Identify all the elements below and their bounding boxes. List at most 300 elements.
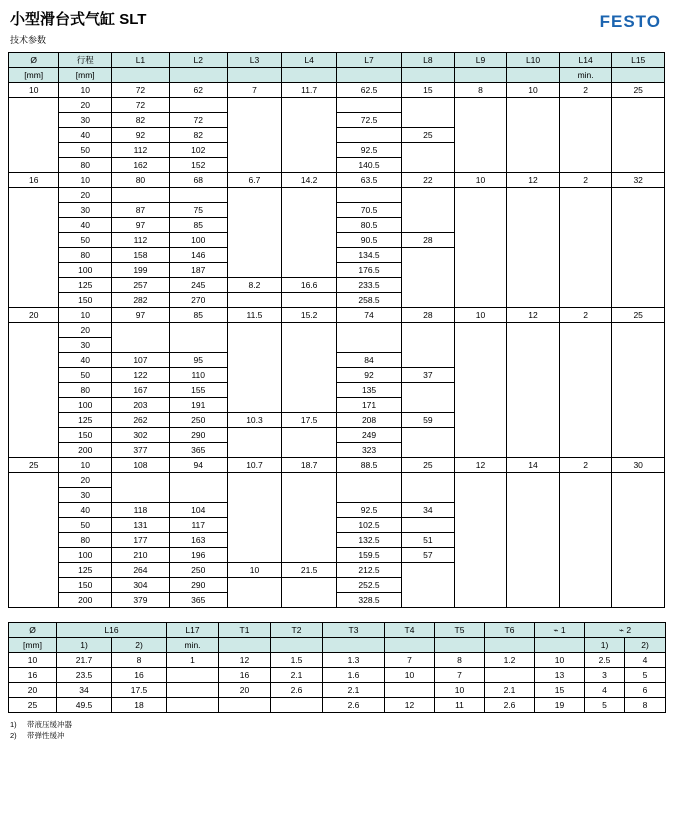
cell-l16-1: 21.7	[57, 653, 112, 668]
cell-l3	[227, 293, 282, 308]
cell-diameter	[9, 473, 59, 488]
cell-c2-1: 4	[585, 683, 625, 698]
page-title-cn: 小型滑台式气缸	[10, 11, 116, 28]
cell-stroke: 150	[59, 293, 112, 308]
cell-l4	[282, 158, 337, 173]
cell-l7	[336, 473, 401, 488]
cell-l8	[402, 398, 455, 413]
dimensions-table-1	[8, 52, 665, 608]
cell-l4	[282, 323, 337, 338]
cell-l3: 10.7	[227, 458, 282, 473]
cell-t1: 12	[219, 653, 271, 668]
cell-l3: 8.2	[227, 278, 282, 293]
cell-l10: 12	[507, 308, 560, 323]
cell-stroke: 150	[59, 578, 112, 593]
cell-l15: 25	[612, 308, 665, 323]
festo-logo: FESTO	[599, 12, 661, 31]
th2-t2: T2	[271, 623, 323, 638]
cell-diameter	[9, 563, 59, 578]
cell-l1: 131	[112, 518, 170, 533]
cell-l1: 82	[112, 113, 170, 128]
cell-l2: 365	[169, 593, 227, 608]
cell-l8	[402, 578, 455, 593]
th2-t6-unit	[485, 638, 535, 653]
cell-l8: 37	[402, 368, 455, 383]
th2-t6: T6	[485, 623, 535, 638]
cell-diameter	[9, 368, 59, 383]
cell-l7: 258.5	[336, 293, 401, 308]
cell-l3	[227, 113, 282, 128]
cell-l2: 100	[169, 233, 227, 248]
cell-l7: 102.5	[336, 518, 401, 533]
th2-c2: ⌁ 2	[585, 623, 666, 638]
th2-dia-unit: [mm]	[9, 638, 57, 653]
cell-l1: 282	[112, 293, 170, 308]
cell-diameter: 16	[9, 668, 57, 683]
table-row	[9, 128, 665, 143]
cell-l3	[227, 248, 282, 263]
cell-diameter	[9, 353, 59, 368]
cell-diameter	[9, 98, 59, 113]
cell-l7: 80.5	[336, 218, 401, 233]
cell-l8: 25	[402, 128, 455, 143]
cell-diameter: 16	[9, 173, 59, 188]
cell-l7: 72.5	[336, 113, 401, 128]
cell-l10	[507, 533, 560, 548]
th-l9: L9	[454, 53, 507, 68]
cell-l9	[454, 263, 507, 278]
cell-l7: 323	[336, 443, 401, 458]
cell-t5: 7	[435, 668, 485, 683]
cell-l9	[454, 128, 507, 143]
cell-l8: 25	[402, 458, 455, 473]
th-l10-unit	[507, 68, 560, 83]
th2-c1-unit	[535, 638, 585, 653]
cell-l1: 379	[112, 593, 170, 608]
cell-l14	[559, 128, 612, 143]
cell-l1: 72	[112, 98, 170, 113]
cell-l7: 88.5	[336, 458, 401, 473]
cell-l4	[282, 443, 337, 458]
cell-l2: 72	[169, 113, 227, 128]
cell-stroke: 10	[59, 458, 112, 473]
cell-l9	[454, 398, 507, 413]
th-l3: L3	[227, 53, 282, 68]
cell-c1: 10	[535, 653, 585, 668]
cell-l7: 252.5	[336, 578, 401, 593]
th2-l16: L16	[57, 623, 167, 638]
cell-diameter: 10	[9, 653, 57, 668]
table-row	[9, 548, 665, 563]
cell-l16-2: 16	[112, 668, 167, 683]
cell-l7: 159.5	[336, 548, 401, 563]
cell-l10	[507, 233, 560, 248]
cell-stroke: 200	[59, 593, 112, 608]
cell-diameter	[9, 263, 59, 278]
table-row	[9, 248, 665, 263]
table-row	[9, 158, 665, 173]
cell-l4	[282, 233, 337, 248]
cell-l1: 122	[112, 368, 170, 383]
cell-diameter	[9, 128, 59, 143]
th2-l16-1: 1)	[57, 638, 112, 653]
cell-l14	[559, 428, 612, 443]
cell-l4	[282, 128, 337, 143]
cell-c1: 13	[535, 668, 585, 683]
cell-stroke: 40	[59, 503, 112, 518]
footnote-1-num: 1)	[10, 720, 17, 729]
cell-l4	[282, 188, 337, 203]
cell-l7: 176.5	[336, 263, 401, 278]
cell-l1: 112	[112, 143, 170, 158]
table-1-head	[9, 53, 665, 83]
cell-t3: 2.6	[323, 698, 385, 713]
th2-t2-unit	[271, 638, 323, 653]
cell-l8: 34	[402, 503, 455, 518]
cell-l7: 92.5	[336, 143, 401, 158]
cell-l4: 21.5	[282, 563, 337, 578]
cell-l1: 302	[112, 428, 170, 443]
cell-diameter	[9, 518, 59, 533]
cell-l7: 70.5	[336, 203, 401, 218]
cell-l15	[612, 413, 665, 428]
cell-l14	[559, 383, 612, 398]
cell-l2	[169, 338, 227, 353]
cell-c1: 15	[535, 683, 585, 698]
table-row	[9, 323, 665, 338]
cell-l14	[559, 158, 612, 173]
cell-t4: 10	[385, 668, 435, 683]
section-gap	[0, 608, 673, 622]
cell-l10	[507, 593, 560, 608]
th2-t3-unit	[323, 638, 385, 653]
table-row	[9, 668, 666, 683]
cell-l9	[454, 188, 507, 203]
cell-l3	[227, 548, 282, 563]
cell-stroke: 40	[59, 218, 112, 233]
cell-l14	[559, 368, 612, 383]
cell-l14	[559, 548, 612, 563]
cell-diameter	[9, 488, 59, 503]
cell-l15	[612, 578, 665, 593]
th-l15: L15	[612, 53, 665, 68]
cell-l10	[507, 473, 560, 488]
cell-l7: 208	[336, 413, 401, 428]
dimensions-table-2	[8, 622, 666, 713]
cell-l1	[112, 488, 170, 503]
cell-l14	[559, 353, 612, 368]
cell-l14	[559, 563, 612, 578]
cell-l2: 110	[169, 368, 227, 383]
cell-l14	[559, 518, 612, 533]
th2-c2-1: 1)	[585, 638, 625, 653]
cell-stroke: 20	[59, 323, 112, 338]
table-row	[9, 518, 665, 533]
table-row	[9, 683, 666, 698]
cell-l1: 87	[112, 203, 170, 218]
footnote-2	[10, 730, 663, 741]
cell-l1: 162	[112, 158, 170, 173]
cell-l4	[282, 113, 337, 128]
cell-diameter	[9, 188, 59, 203]
cell-l2: 95	[169, 353, 227, 368]
cell-l14: 2	[559, 83, 612, 98]
cell-l9	[454, 383, 507, 398]
cell-l3	[227, 428, 282, 443]
cell-l14	[559, 278, 612, 293]
cell-l4	[282, 593, 337, 608]
cell-l17	[167, 668, 219, 683]
cell-l7: 212.5	[336, 563, 401, 578]
th2-t4: T4	[385, 623, 435, 638]
cell-l9	[454, 203, 507, 218]
table-row	[9, 533, 665, 548]
cell-l14	[559, 338, 612, 353]
cell-diameter	[9, 293, 59, 308]
cell-stroke: 50	[59, 368, 112, 383]
cell-l2: 62	[169, 83, 227, 98]
cell-l17	[167, 698, 219, 713]
table-row	[9, 593, 665, 608]
cell-l8	[402, 593, 455, 608]
table-row	[9, 353, 665, 368]
cell-l7: 92.5	[336, 503, 401, 518]
cell-l1: 112	[112, 233, 170, 248]
cell-l15	[612, 443, 665, 458]
cell-stroke: 50	[59, 233, 112, 248]
cell-l15	[612, 518, 665, 533]
cell-stroke: 20	[59, 188, 112, 203]
cell-l8	[402, 518, 455, 533]
cell-l2	[169, 473, 227, 488]
th-l8: L8	[402, 53, 455, 68]
cell-l10	[507, 128, 560, 143]
cell-l10	[507, 398, 560, 413]
cell-l2: 250	[169, 413, 227, 428]
th-l2: L2	[169, 53, 227, 68]
cell-l4	[282, 218, 337, 233]
cell-l3: 6.7	[227, 173, 282, 188]
cell-l8: 28	[402, 233, 455, 248]
cell-l4: 14.2	[282, 173, 337, 188]
cell-diameter: 25	[9, 458, 59, 473]
cell-l14	[559, 188, 612, 203]
cell-l14: 2	[559, 308, 612, 323]
cell-l3: 7	[227, 83, 282, 98]
table-row	[9, 203, 665, 218]
cell-l1: 264	[112, 563, 170, 578]
cell-l1: 108	[112, 458, 170, 473]
cell-l17: 1	[167, 653, 219, 668]
cell-diameter	[9, 233, 59, 248]
cell-l14: 2	[559, 173, 612, 188]
cell-l9	[454, 413, 507, 428]
cell-l3	[227, 398, 282, 413]
cell-l10	[507, 188, 560, 203]
cell-l7: 233.5	[336, 278, 401, 293]
cell-l10	[507, 443, 560, 458]
cell-stroke: 10	[59, 83, 112, 98]
cell-l2: 365	[169, 443, 227, 458]
cell-diameter	[9, 248, 59, 263]
cell-l3	[227, 263, 282, 278]
table-row	[9, 473, 665, 488]
cell-stroke: 20	[59, 473, 112, 488]
footnote-2-text: 带弹性缓冲	[27, 731, 65, 741]
cell-stroke: 200	[59, 443, 112, 458]
cell-l9	[454, 218, 507, 233]
cell-l3	[227, 518, 282, 533]
cell-l2: 146	[169, 248, 227, 263]
cell-stroke: 30	[59, 113, 112, 128]
cell-l10	[507, 548, 560, 563]
cell-l3	[227, 593, 282, 608]
th-l1-unit	[112, 68, 170, 83]
table-row	[9, 578, 665, 593]
cell-l1	[112, 338, 170, 353]
cell-l15	[612, 293, 665, 308]
table-1-body	[9, 83, 665, 608]
cell-l4	[282, 248, 337, 263]
cell-l10	[507, 98, 560, 113]
cell-l9: 12	[454, 458, 507, 473]
cell-c2-2: 4	[625, 653, 666, 668]
page-subtitle: 技术参数	[10, 35, 47, 45]
cell-diameter: 10	[9, 83, 59, 98]
cell-l15: 30	[612, 458, 665, 473]
cell-l4	[282, 488, 337, 503]
cell-stroke: 80	[59, 533, 112, 548]
cell-diameter	[9, 428, 59, 443]
cell-l7: 62.5	[336, 83, 401, 98]
cell-stroke: 10	[59, 308, 112, 323]
cell-l14	[559, 293, 612, 308]
cell-t4: 7	[385, 653, 435, 668]
cell-l14	[559, 503, 612, 518]
cell-l8: 15	[402, 83, 455, 98]
cell-c2-1: 2.5	[585, 653, 625, 668]
cell-l2: 163	[169, 533, 227, 548]
cell-l14	[559, 593, 612, 608]
cell-l2: 270	[169, 293, 227, 308]
cell-l7	[336, 188, 401, 203]
cell-l9	[454, 143, 507, 158]
cell-l9	[454, 518, 507, 533]
cell-l7: 90.5	[336, 233, 401, 248]
cell-l8	[402, 143, 455, 158]
cell-l9	[454, 428, 507, 443]
cell-t1	[219, 698, 271, 713]
cell-l10	[507, 368, 560, 383]
cell-l9	[454, 548, 507, 563]
cell-l10	[507, 338, 560, 353]
table-row	[9, 458, 665, 473]
cell-l15	[612, 593, 665, 608]
cell-l7	[336, 323, 401, 338]
table-row	[9, 398, 665, 413]
cell-l10	[507, 293, 560, 308]
cell-l16-1: 34	[57, 683, 112, 698]
cell-l16-1: 23.5	[57, 668, 112, 683]
footnote-2-num: 2)	[10, 731, 17, 741]
cell-l4	[282, 398, 337, 413]
th-l4: L4	[282, 53, 337, 68]
cell-t3: 1.6	[323, 668, 385, 683]
cell-l1: 92	[112, 128, 170, 143]
cell-diameter	[9, 398, 59, 413]
cell-l10	[507, 248, 560, 263]
th2-l16-2: 2)	[112, 638, 167, 653]
th2-c1: ⌁ 1	[535, 623, 585, 638]
cell-t1: 16	[219, 668, 271, 683]
cell-l16-2: 8	[112, 653, 167, 668]
table-row	[9, 443, 665, 458]
table-2-body	[9, 653, 666, 713]
footnote-1	[10, 719, 663, 730]
cell-t6	[485, 668, 535, 683]
cell-t6: 1.2	[485, 653, 535, 668]
cell-diameter	[9, 158, 59, 173]
cell-diameter	[9, 143, 59, 158]
cell-c2-2: 6	[625, 683, 666, 698]
cell-c2-2: 8	[625, 698, 666, 713]
cell-l1: 262	[112, 413, 170, 428]
table-row	[9, 308, 665, 323]
cell-l3	[227, 203, 282, 218]
cell-l9	[454, 113, 507, 128]
cell-l9: 10	[454, 308, 507, 323]
cell-l7	[336, 128, 401, 143]
cell-diameter	[9, 503, 59, 518]
cell-l7	[336, 338, 401, 353]
cell-l3	[227, 578, 282, 593]
cell-l7: 249	[336, 428, 401, 443]
cell-l2: 191	[169, 398, 227, 413]
cell-diameter	[9, 413, 59, 428]
table-row	[9, 188, 665, 203]
cell-l10	[507, 143, 560, 158]
cell-l9	[454, 563, 507, 578]
cell-stroke: 40	[59, 353, 112, 368]
cell-l7: 132.5	[336, 533, 401, 548]
th-dia: Ø	[9, 53, 59, 68]
cell-l8	[402, 98, 455, 113]
cell-l4	[282, 518, 337, 533]
cell-l2: 94	[169, 458, 227, 473]
th-l14-unit: min.	[559, 68, 612, 83]
cell-l4	[282, 548, 337, 563]
cell-stroke: 80	[59, 248, 112, 263]
cell-l15	[612, 473, 665, 488]
th-dia-unit: [mm]	[9, 68, 59, 83]
footnotes	[10, 719, 663, 742]
th-l3-unit	[227, 68, 282, 83]
cell-l9: 10	[454, 173, 507, 188]
cell-l10	[507, 518, 560, 533]
cell-t5: 8	[435, 653, 485, 668]
cell-l1: 203	[112, 398, 170, 413]
th-l7-unit	[336, 68, 401, 83]
cell-stroke: 125	[59, 563, 112, 578]
cell-l14	[559, 218, 612, 233]
th2-l17: L17	[167, 623, 219, 638]
cell-l9	[454, 353, 507, 368]
cell-l4	[282, 503, 337, 518]
cell-l4	[282, 263, 337, 278]
table-1-header-row-2	[9, 68, 665, 83]
cell-l9: 8	[454, 83, 507, 98]
cell-stroke: 10	[59, 173, 112, 188]
